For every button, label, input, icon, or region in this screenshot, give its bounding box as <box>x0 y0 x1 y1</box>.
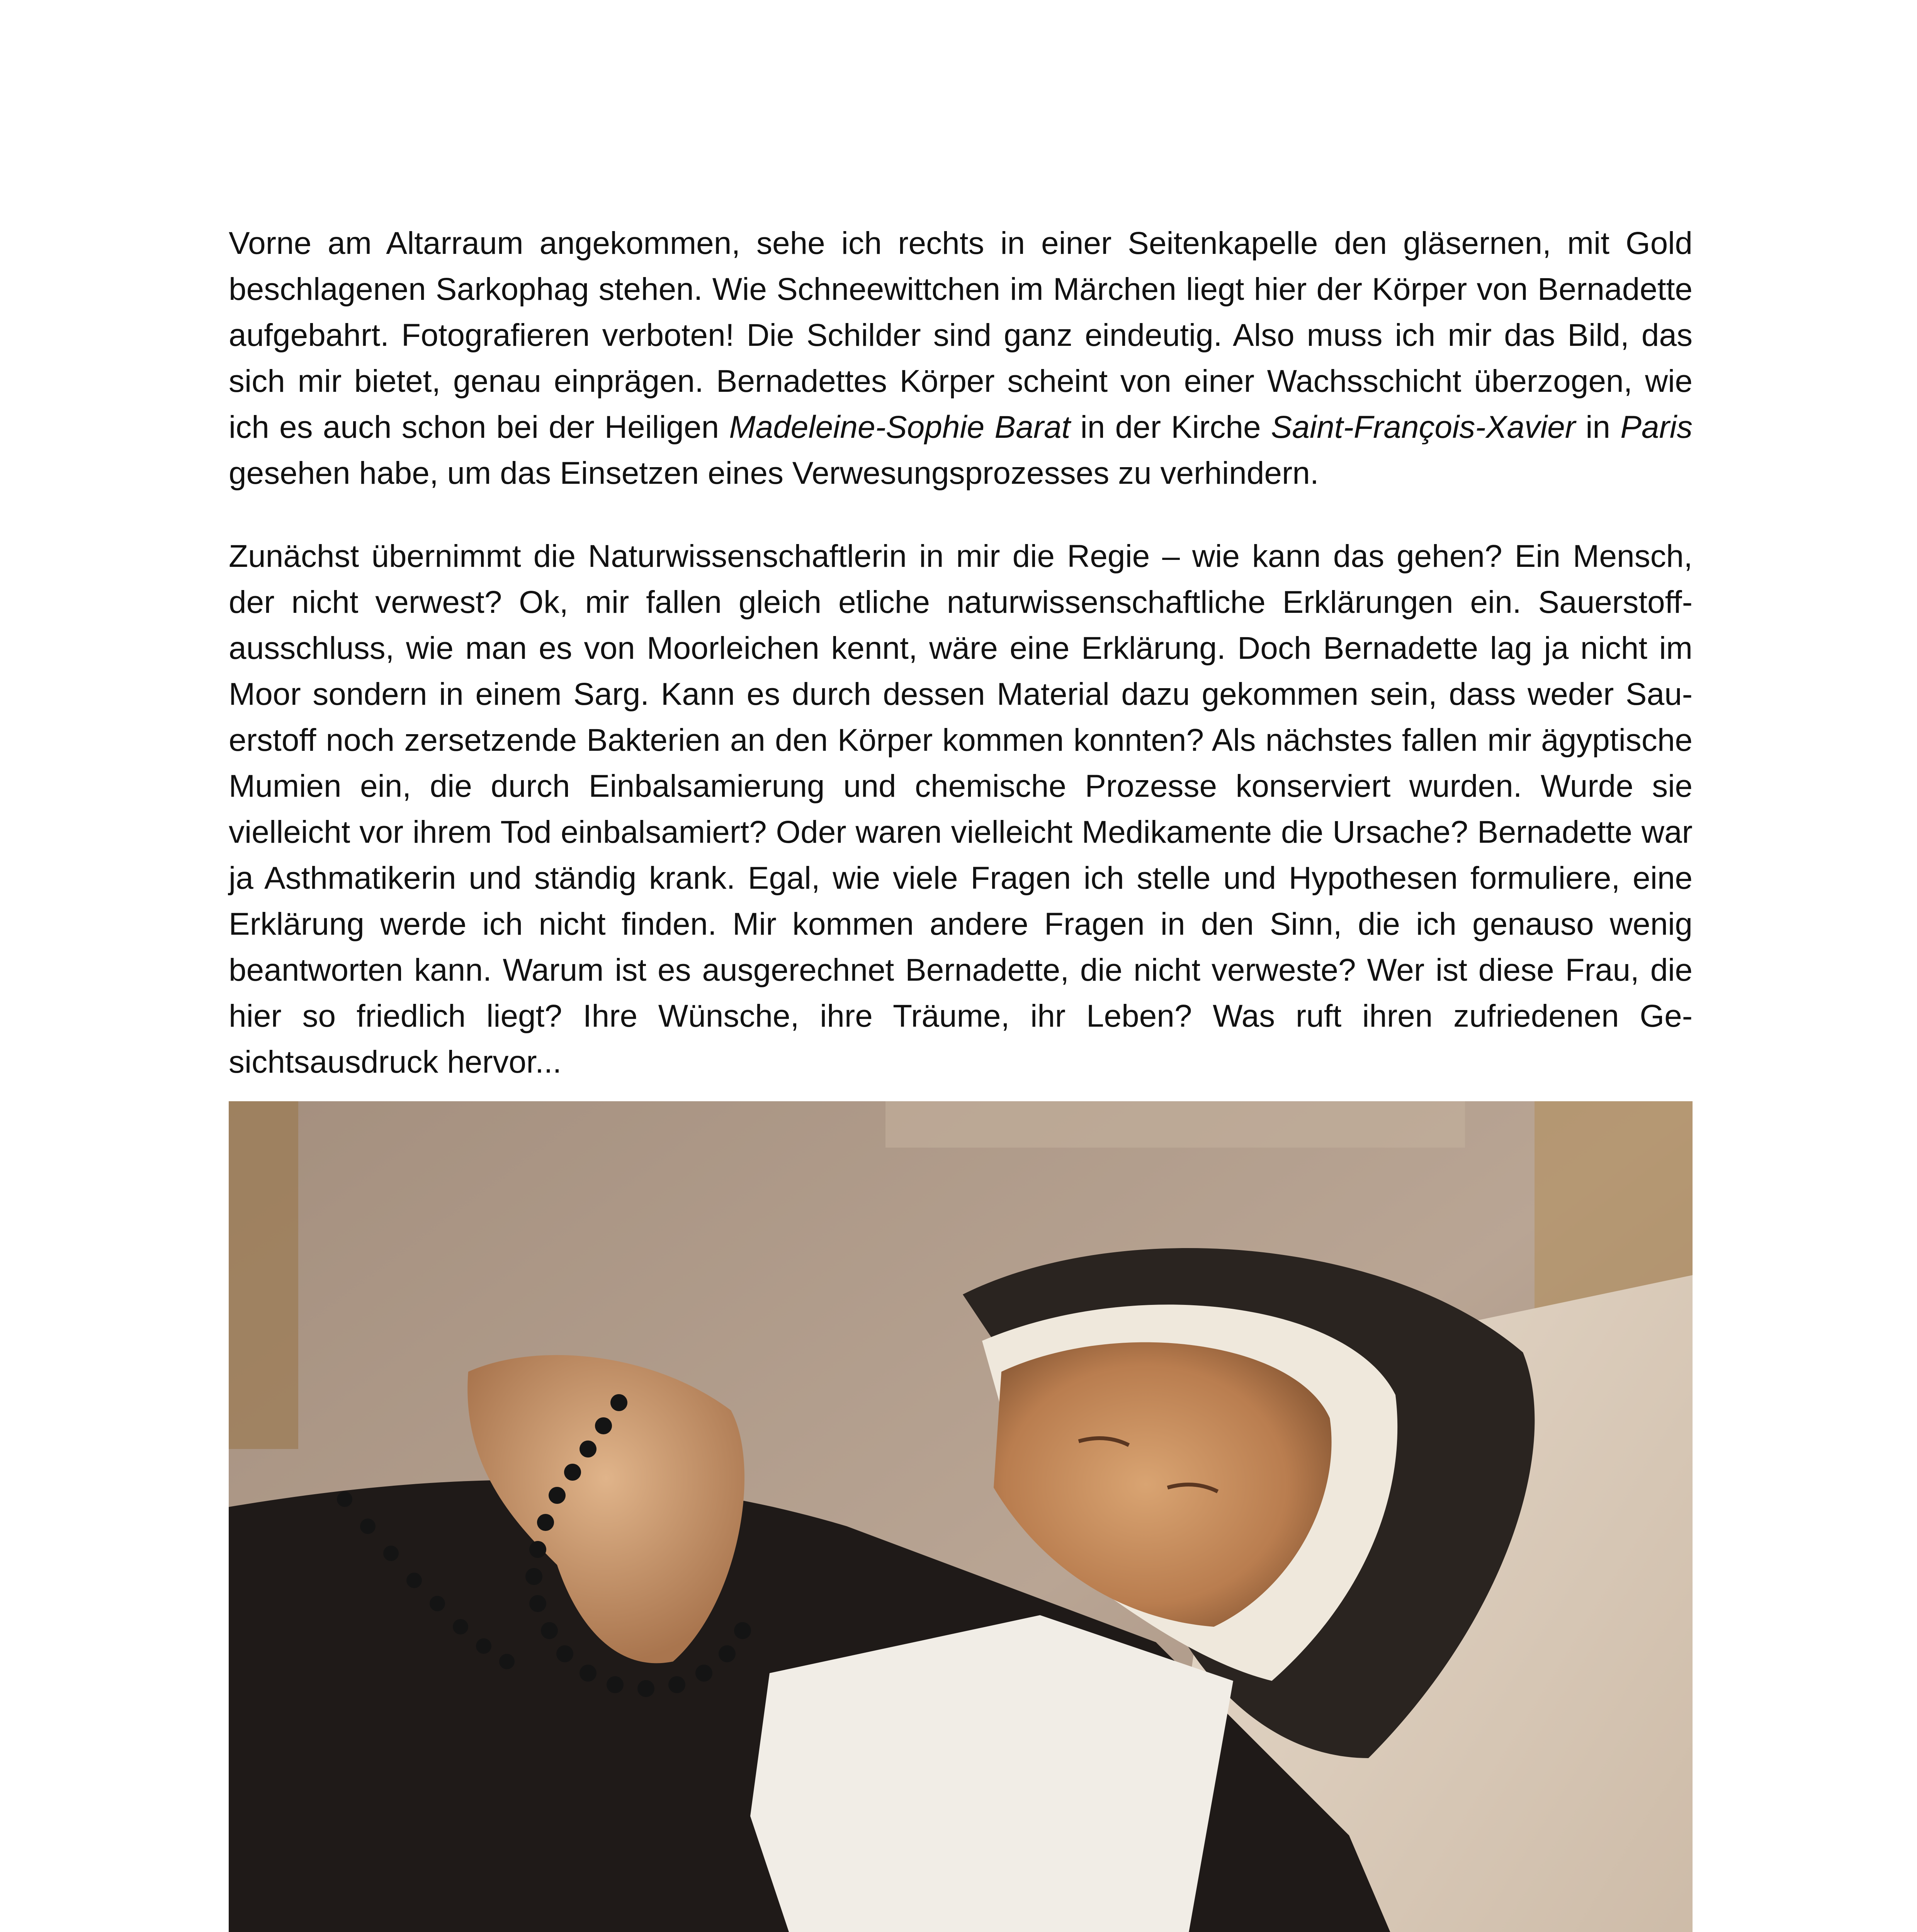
italic-text: Madeleine-Sophie Barat <box>729 410 1071 445</box>
text-segment: in der Kirche <box>1070 410 1271 445</box>
paragraph-1 <box>229 220 1693 496</box>
text-segment: Vorne am Altarraum angekommen, sehe ich rechts in einer Seitenkapelle den gläsernen, mit Gold beschlagenen Sarkophag stehen. Wie Schneewittchen im Märchen liegt hier der Körper von Bernadette aufgebahrt. Fotografieren verboten! Die Schilder sind ganz eindeutig. Also muss ich mir das Bild, das sich mir bietet, genau einprägen. Bernadettes Körper scheint von einer Wachsschicht überzogen, wie ich es auch schon bei der Heiligen <box>229 226 1693 445</box>
bernadette-photo <box>229 1101 1693 1932</box>
italic-text: Saint-François-Xavier <box>1271 410 1576 445</box>
italic-text: Paris <box>1620 410 1693 445</box>
text-segment: Zunächst übernimmt die Naturwissenschaftlerin in mir die Regie – wie kann das gehen? Ein Mensch, der nicht verwest? Ok, mir fallen gleich etliche naturwissenschaftliche Erklärungen ein. Sauerstoffausschluss, wie man es von Moorleichen kennt, wäre eine Erklärung. Doch Bernadette lag ja nicht im Moor sondern in einem Sarg. Kann es durch dessen Material dazu gekommen sein, dass weder Sauerstoff noch zersetzende Bakterien an den Körper kommen konnten? Als nächstes fallen mir ägyptische Mumien ein, die durch Einbalsamierung und chemische Prozesse konserviert wurden. Wurde sie vielleicht vor ihrem Tod einbalsamiert? Oder waren vielleicht Medikamente die Ursache? Bernadette war ja Asthmatikerin und ständig krank. Egal, wie viele Fragen ich stelle und Hypothesen formuliere, eine Erklärung werde ich nicht finden. Mir kommen andere Fragen in den Sinn, die ich genauso wenig beantworten kann. Warum ist es ausgerechnet Bernadette, die nicht verweste? Wer ist diese Frau, die hier so friedlich liegt? Ihre Wünsche, ihre Träume, ihr Leben? Was ruft ihren zufriedenen Gesichtsausdruck hervor... <box>229 539 1693 1080</box>
photo-illustration <box>229 1101 1693 1932</box>
text-segment: gesehen habe, um das Einsetzen eines Verwesungsprozesses zu verhindern. <box>229 456 1319 491</box>
text-segment: in <box>1575 410 1621 445</box>
paragraph-2 <box>229 533 1693 1085</box>
